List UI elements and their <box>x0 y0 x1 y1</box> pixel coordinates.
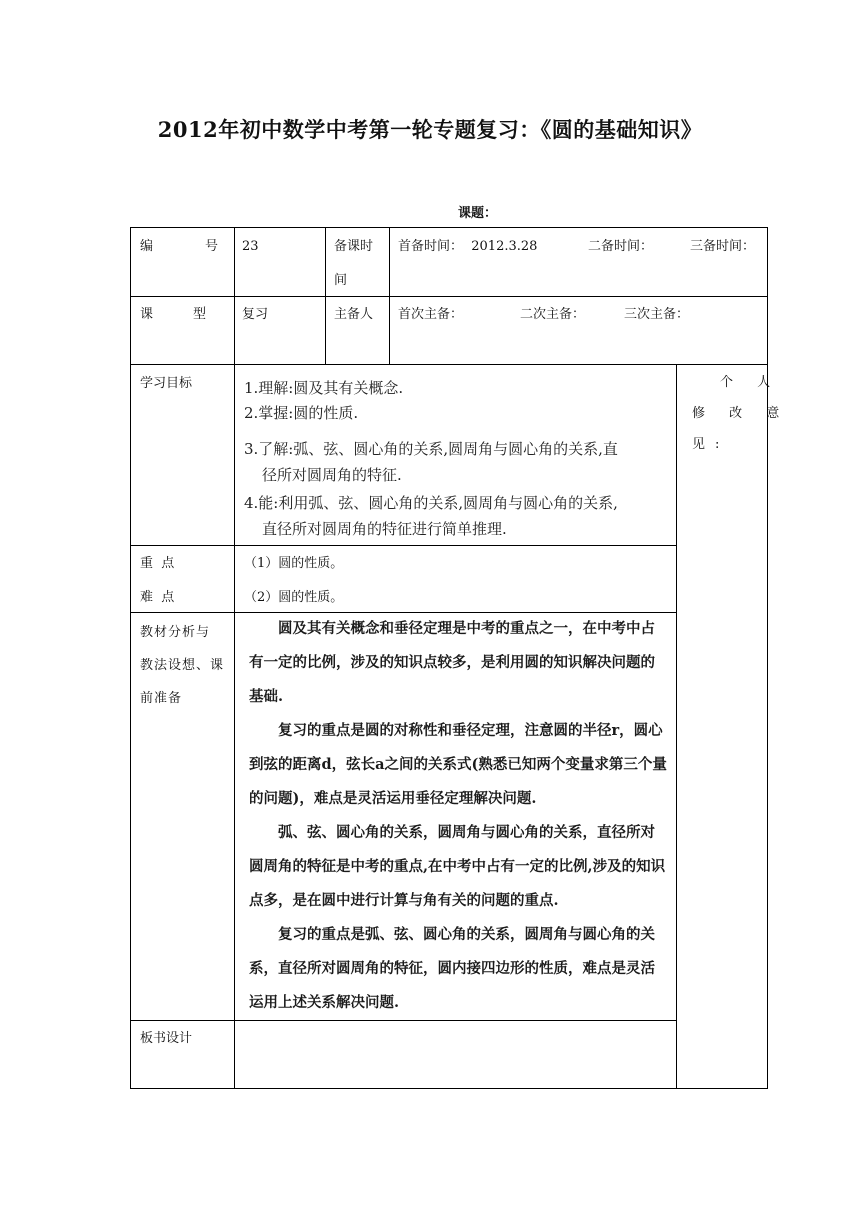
first-lead-preparer: 首次主备： <box>398 307 464 322</box>
lesson-type-label <box>140 305 206 325</box>
lesson-type-value: 复习 <box>242 307 269 322</box>
table-border-right <box>767 227 768 1089</box>
second-prep-time: 二备时间： <box>588 239 654 254</box>
goal-item: 4.能:利用弧、弦、圆心角的关系,圆周角与圆心角的关系, <box>244 494 618 512</box>
key-point-item: （1）圆的性质。 <box>244 556 344 571</box>
analysis-label-line2: 教法设想、课 <box>140 658 225 673</box>
goal-item: 直径所对圆周角的特征进行简单推理. <box>262 520 507 538</box>
number-label-char-2: 号 <box>204 239 218 254</box>
prep-time-label-line1: 备课时 <box>334 239 374 254</box>
board-design-area <box>235 1021 675 1087</box>
goal-item: 3.了解:弧、弦、圆心角的关系,圆周角与圆心角的关系,直 <box>244 440 618 458</box>
table-border-top <box>130 227 768 228</box>
personal-notes-label-line2: 修 改 意 <box>692 406 790 421</box>
prep-time-label-line2: 间 <box>334 273 348 288</box>
personal-notes-label-line3: 见: <box>692 437 730 452</box>
first-prep-time: 首备时间： 2012.3.28 <box>398 239 538 254</box>
lesson-type-label-char-1: 课 <box>140 307 154 322</box>
subject-label: 课题： <box>458 206 498 221</box>
key-point-label: 重 点 <box>140 556 175 571</box>
table-border-left <box>130 227 131 1089</box>
table-rule-goals <box>130 545 676 546</box>
table-rule-col2 <box>325 227 326 364</box>
difficulty-item: （2）圆的性质。 <box>244 590 344 605</box>
analysis-text <box>249 612 667 1020</box>
analysis-label-line1: 教材分析与 <box>140 625 211 640</box>
analysis-paragraph: 复习的重点是弧、弦、圆心角的关系，圆周角与圆心角的关系，直径所对圆周角的特征，圆内接四边形的性质，难点是灵活运用上述关系解决问题. <box>249 926 655 1011</box>
lead-preparer-label: 主备人 <box>334 307 374 322</box>
analysis-label-line3: 前准备 <box>140 691 183 706</box>
board-design-label: 板书设计 <box>140 1031 193 1046</box>
number-label <box>140 237 218 257</box>
lesson-type-label-char-2: 型 <box>192 307 206 322</box>
document-title: 2012年初中数学中考第一轮专题复习：《圆的基础知识》 <box>157 117 703 142</box>
personal-notes-label-line1: 个 人 <box>720 375 781 390</box>
table-border-bottom <box>130 1088 768 1089</box>
learning-goals-label: 学习目标 <box>140 376 193 391</box>
goal-item: 2.掌握:圆的性质. <box>244 404 359 422</box>
third-prep-time: 三备时间： <box>690 239 756 254</box>
table-rule-side-col <box>676 364 677 1089</box>
analysis-paragraph: 圆及其有关概念和垂径定理是中考的重点之一，在中考中占有一定的比例，涉及的知识点较多，是利用圆的知识解决问题的基础. <box>249 620 655 705</box>
goal-item: 1.理解:圆及其有关概念. <box>244 379 404 397</box>
third-lead-preparer: 三次主备： <box>624 307 690 322</box>
second-lead-preparer: 二次主备： <box>520 307 586 322</box>
table-rule-col3 <box>389 227 390 364</box>
number-value: 23 <box>242 239 259 254</box>
number-label-char-1: 编 <box>140 239 154 254</box>
analysis-paragraph: 复习的重点是圆的对称性和垂径定理，注意圆的半径r，圆心到弦的距离d，弦长a之间的关系式(熟悉已知两个变量求第三个量的问题)，难点是灵活运用垂径定理解决问题. <box>249 722 667 807</box>
table-rule-row2 <box>130 364 768 365</box>
analysis-paragraph: 弧、弦、圆心角的关系，圆周角与圆心角的关系，直径所对圆周角的特征是中考的重点,在中考中占有一定的比例,涉及的知识点多，是在圆中进行计算与角有关的问题的重点. <box>249 824 666 909</box>
difficulty-label: 难 点 <box>140 590 175 605</box>
table-rule-label-col <box>234 227 235 1089</box>
table-rule-row1 <box>130 296 768 297</box>
goal-item: 径所对圆周角的特征. <box>262 466 402 484</box>
